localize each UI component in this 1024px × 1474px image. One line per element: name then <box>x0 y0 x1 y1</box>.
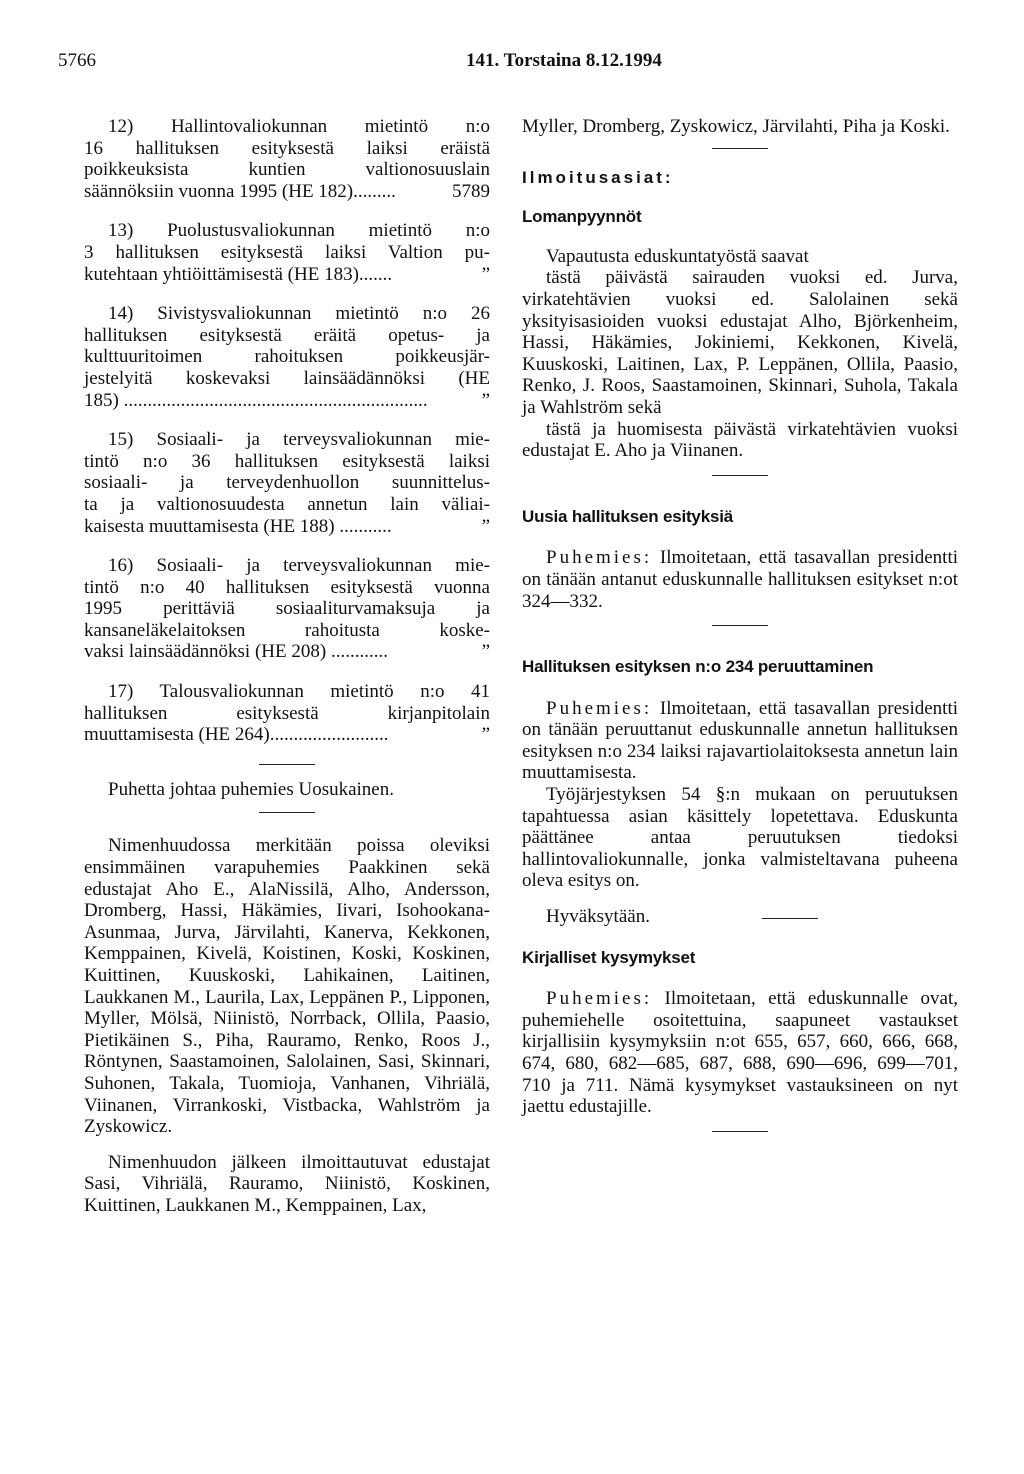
agenda-item-line: 15) Sosiaali- ja terveysvaliokunnan mie- <box>108 429 490 451</box>
section-divider <box>259 812 315 813</box>
withdrawal-procedure: Työjärjestyksen 54 §:n mukaan on peruutuksen tapahtuessa asian käsittely lopetettava. Eduskunta päättänee antaa peruutuksen tiedoksi hallintovaliokunnalle, jonka valmisteltavana puheena oleva esitys on. <box>522 784 958 892</box>
new-bills-body: Ilmoitetaan, että tasavallan presidentti on tänään antanut eduskunnalle hallituksen esitykset n:ot 324—332. <box>522 547 958 612</box>
agenda-item-last-line <box>84 724 490 746</box>
section-divider <box>762 918 818 919</box>
agenda-item-line: tintö n:o 36 hallituksen esityksestä laiksi <box>84 450 490 472</box>
agenda-item-line: 14) Sivistysvaliokunnan mietintö n:o 26 <box>108 303 490 325</box>
agenda-item-line: 16) Sosiaali- ja terveysvaliokunnan mie- <box>108 555 490 577</box>
leave-duty-list: tästä ja huomisesta päivästä virkatehtävien vuoksi edustajat E. Aho ja Viinanen. <box>522 418 958 462</box>
right-column <box>522 116 958 1146</box>
agenda-item-line: 12) Hallintovaliokunnan mietintö n:o <box>108 116 490 137</box>
announcements-heading: Ilmoitusasiat: <box>522 167 674 187</box>
leave-intro: Vapautusta eduskuntatyöstä saavat <box>546 245 809 267</box>
agenda-item-text: kutehtaan yhtiöittämisestä (HE 183)....... <box>84 263 393 285</box>
agenda-item-last-line <box>84 641 490 663</box>
agenda-list <box>84 116 490 746</box>
agenda-item-text: vaksi lainsäädännöksi (HE 208) ............ <box>84 641 388 663</box>
approved-text: Hyväksytään. <box>546 906 650 928</box>
agenda-item-page: ” <box>481 641 490 663</box>
agenda-item <box>84 429 490 537</box>
questions-heading: Kirjalliset kysymykset <box>522 947 696 967</box>
agenda-item-line: kansaneläkelaitoksen rahoitusta koske- <box>84 619 490 641</box>
agenda-item-line: hallituksen esityksestä kirjanpitolain <box>84 702 490 724</box>
agenda-item-last-line <box>84 264 490 286</box>
agenda-item-text: 185) ................................................................ <box>84 389 428 411</box>
agenda-item-line: 1995 perittäviä sosiaaliturvamaksuja ja <box>84 598 490 620</box>
left-column <box>84 116 490 1217</box>
agenda-item <box>84 303 490 411</box>
agenda-item-line: kulttuuritoimen rahoituksen poikkeusjär- <box>84 346 490 368</box>
page-number: 5766 <box>58 50 96 71</box>
new-bills-heading: Uusia hallituksen esityksiä <box>522 506 733 526</box>
agenda-item-page: ” <box>481 389 490 411</box>
continuation-text: Myller, Dromberg, Zyskowicz, Järvilahti, Piha ja Koski. <box>522 116 950 137</box>
speaker-label: Puhemies: <box>546 697 653 719</box>
agenda-item-line: 17) Talousvaliokunnan mietintö n:o 41 <box>108 681 490 703</box>
withdrawal-body: Ilmoitetaan, että tasavallan presidentti on tänään peruuttanut eduskunnalle annetun hallituksen esityksen n:o 234 laiksi rajavartiolaitoksesta annetun lain muuttamisesta. <box>522 697 958 784</box>
questions-text <box>522 988 958 1118</box>
agenda-item-text: muuttamisesta (HE 264)......................... <box>84 724 389 746</box>
agenda-item-line: 13) Puolustusvaliokunnan mietintö n:o <box>108 220 490 242</box>
section-divider <box>259 764 315 765</box>
leave-sick-list: tästä päivästä sairauden vuoksi ed. Jurva, virkatehtävien vuoksi ed. Salolainen sekä yksityisasioiden vuoksi edustajat Alho, Björkenheim, Hassi, Häkämies, Jokiniemi, Kekkonen, Kivelä, Kuuskoski, Laitinen, Lax, P. Leppänen, Ollila, Paasio, Renko, J. Roos, Saastamoinen, Skinnari, Suhola, Takala ja Wahlström sekä <box>522 267 958 418</box>
agenda-item-page: 5789 <box>452 180 490 202</box>
agenda-item-line: tintö n:o 40 hallituksen esityksestä vuonna <box>84 576 490 598</box>
agenda-item-line: sosiaali- ja terveydenhuollon suunnittelus- <box>84 472 490 494</box>
page-header <box>58 50 982 76</box>
withdrawal-heading: Hallituksen esityksen n:o 234 peruuttaminen <box>522 657 874 677</box>
speaker-label: Puhemies: <box>546 547 653 569</box>
section-divider <box>712 625 768 626</box>
new-bills-text <box>522 547 958 612</box>
agenda-item-line: 16 hallituksen esityksestä laiksi eräistä <box>84 137 490 159</box>
leave-heading: Lomanpyynnöt <box>522 207 642 227</box>
agenda-item-line: hallituksen esityksestä eräitä opetus- ja <box>84 324 490 346</box>
agenda-item-line: poikkeuksista kuntien valtionosuuslain <box>84 159 490 181</box>
chair-text: Puhetta johtaa puhemies Uosukainen. <box>108 778 394 800</box>
speaker-label: Puhemies: <box>546 988 653 1010</box>
agenda-item <box>84 116 490 202</box>
agenda-item-text: kaisesta muuttamisesta (HE 188) ........... <box>84 515 392 537</box>
agenda-item-page: ” <box>481 515 490 537</box>
agenda-item-page: ” <box>481 724 490 746</box>
section-divider <box>712 148 768 149</box>
withdrawal-text <box>522 698 958 784</box>
agenda-item-text: säännöksiin vuonna 1995 (HE 182)......... <box>84 180 396 202</box>
agenda-item <box>84 220 490 285</box>
questions-body: Ilmoitetaan, että eduskunnalle ovat, puhemiehelle osoitettuina, saapuneet vastaukset kirjallisiin kysymyksiin n:ot 655, 657, 660, 666, 668, 674, 680, 682—685, 687, 688, 690—696, 699—701, 710 ja 711. Nämä kysymykset vastauksineen on nyt jaettu edustajille. <box>522 988 958 1118</box>
section-divider <box>712 475 768 476</box>
agenda-item <box>84 555 490 663</box>
agenda-item-line: jestelyitä koskevaksi lainsäädännöksi (HE <box>84 367 490 389</box>
agenda-item-last-line <box>84 181 490 203</box>
agenda-item-last-line <box>84 390 490 412</box>
agenda-item-last-line <box>84 516 490 538</box>
after-rollcall-text: Nimenhuudon jälkeen ilmoittautuvat edustajat Sasi, Vihriälä, Rauramo, Niinistö, Koskinen, Kuittinen, Laukkanen M., Kemppainen, Lax, <box>84 1151 490 1216</box>
agenda-item-line: ta ja valtionosuudesta annetun lain väliai- <box>84 493 490 515</box>
agenda-item-line: 3 hallituksen esityksestä laiksi Valtion pu- <box>84 241 490 263</box>
rollcall-text: Nimenhuudossa merkitään poissa oleviksi ensimmäinen varapuhemies Paakkinen sekä edustajat Aho E., AlaNissilä, Alho, Andersson, Dromberg, Hassi, Häkämies, Iivari, Isohookana-Asunmaa, Jurva, Järvilahti, Kanerva, Kekkonen, Kemppainen, Kivelä, Koistinen, Koski, Koskinen, Kuittinen, Kuuskoski, Lahikainen, Laitinen, Laukkanen M., Laurila, Lax, Leppänen P., Lipponen, Myller, Mölsä, Niinistö, Norrback, Ollila, Paasio, Pietikäinen S., Piha, Rauramo, Renko, Roos J., Röntynen, Saastamoinen, Salolainen, Sasi, Skinnari, Suhonen, Takala, Tuomioja, Vanhanen, Vihriälä, Viinanen, Virrankoski, Vistbacka, Wahlström ja Zyskowicz. <box>84 835 490 1138</box>
agenda-item-page: ” <box>481 263 490 285</box>
running-title: 141. Torstaina 8.12.1994 <box>466 50 662 71</box>
agenda-item <box>84 681 490 746</box>
section-divider <box>712 1131 768 1132</box>
